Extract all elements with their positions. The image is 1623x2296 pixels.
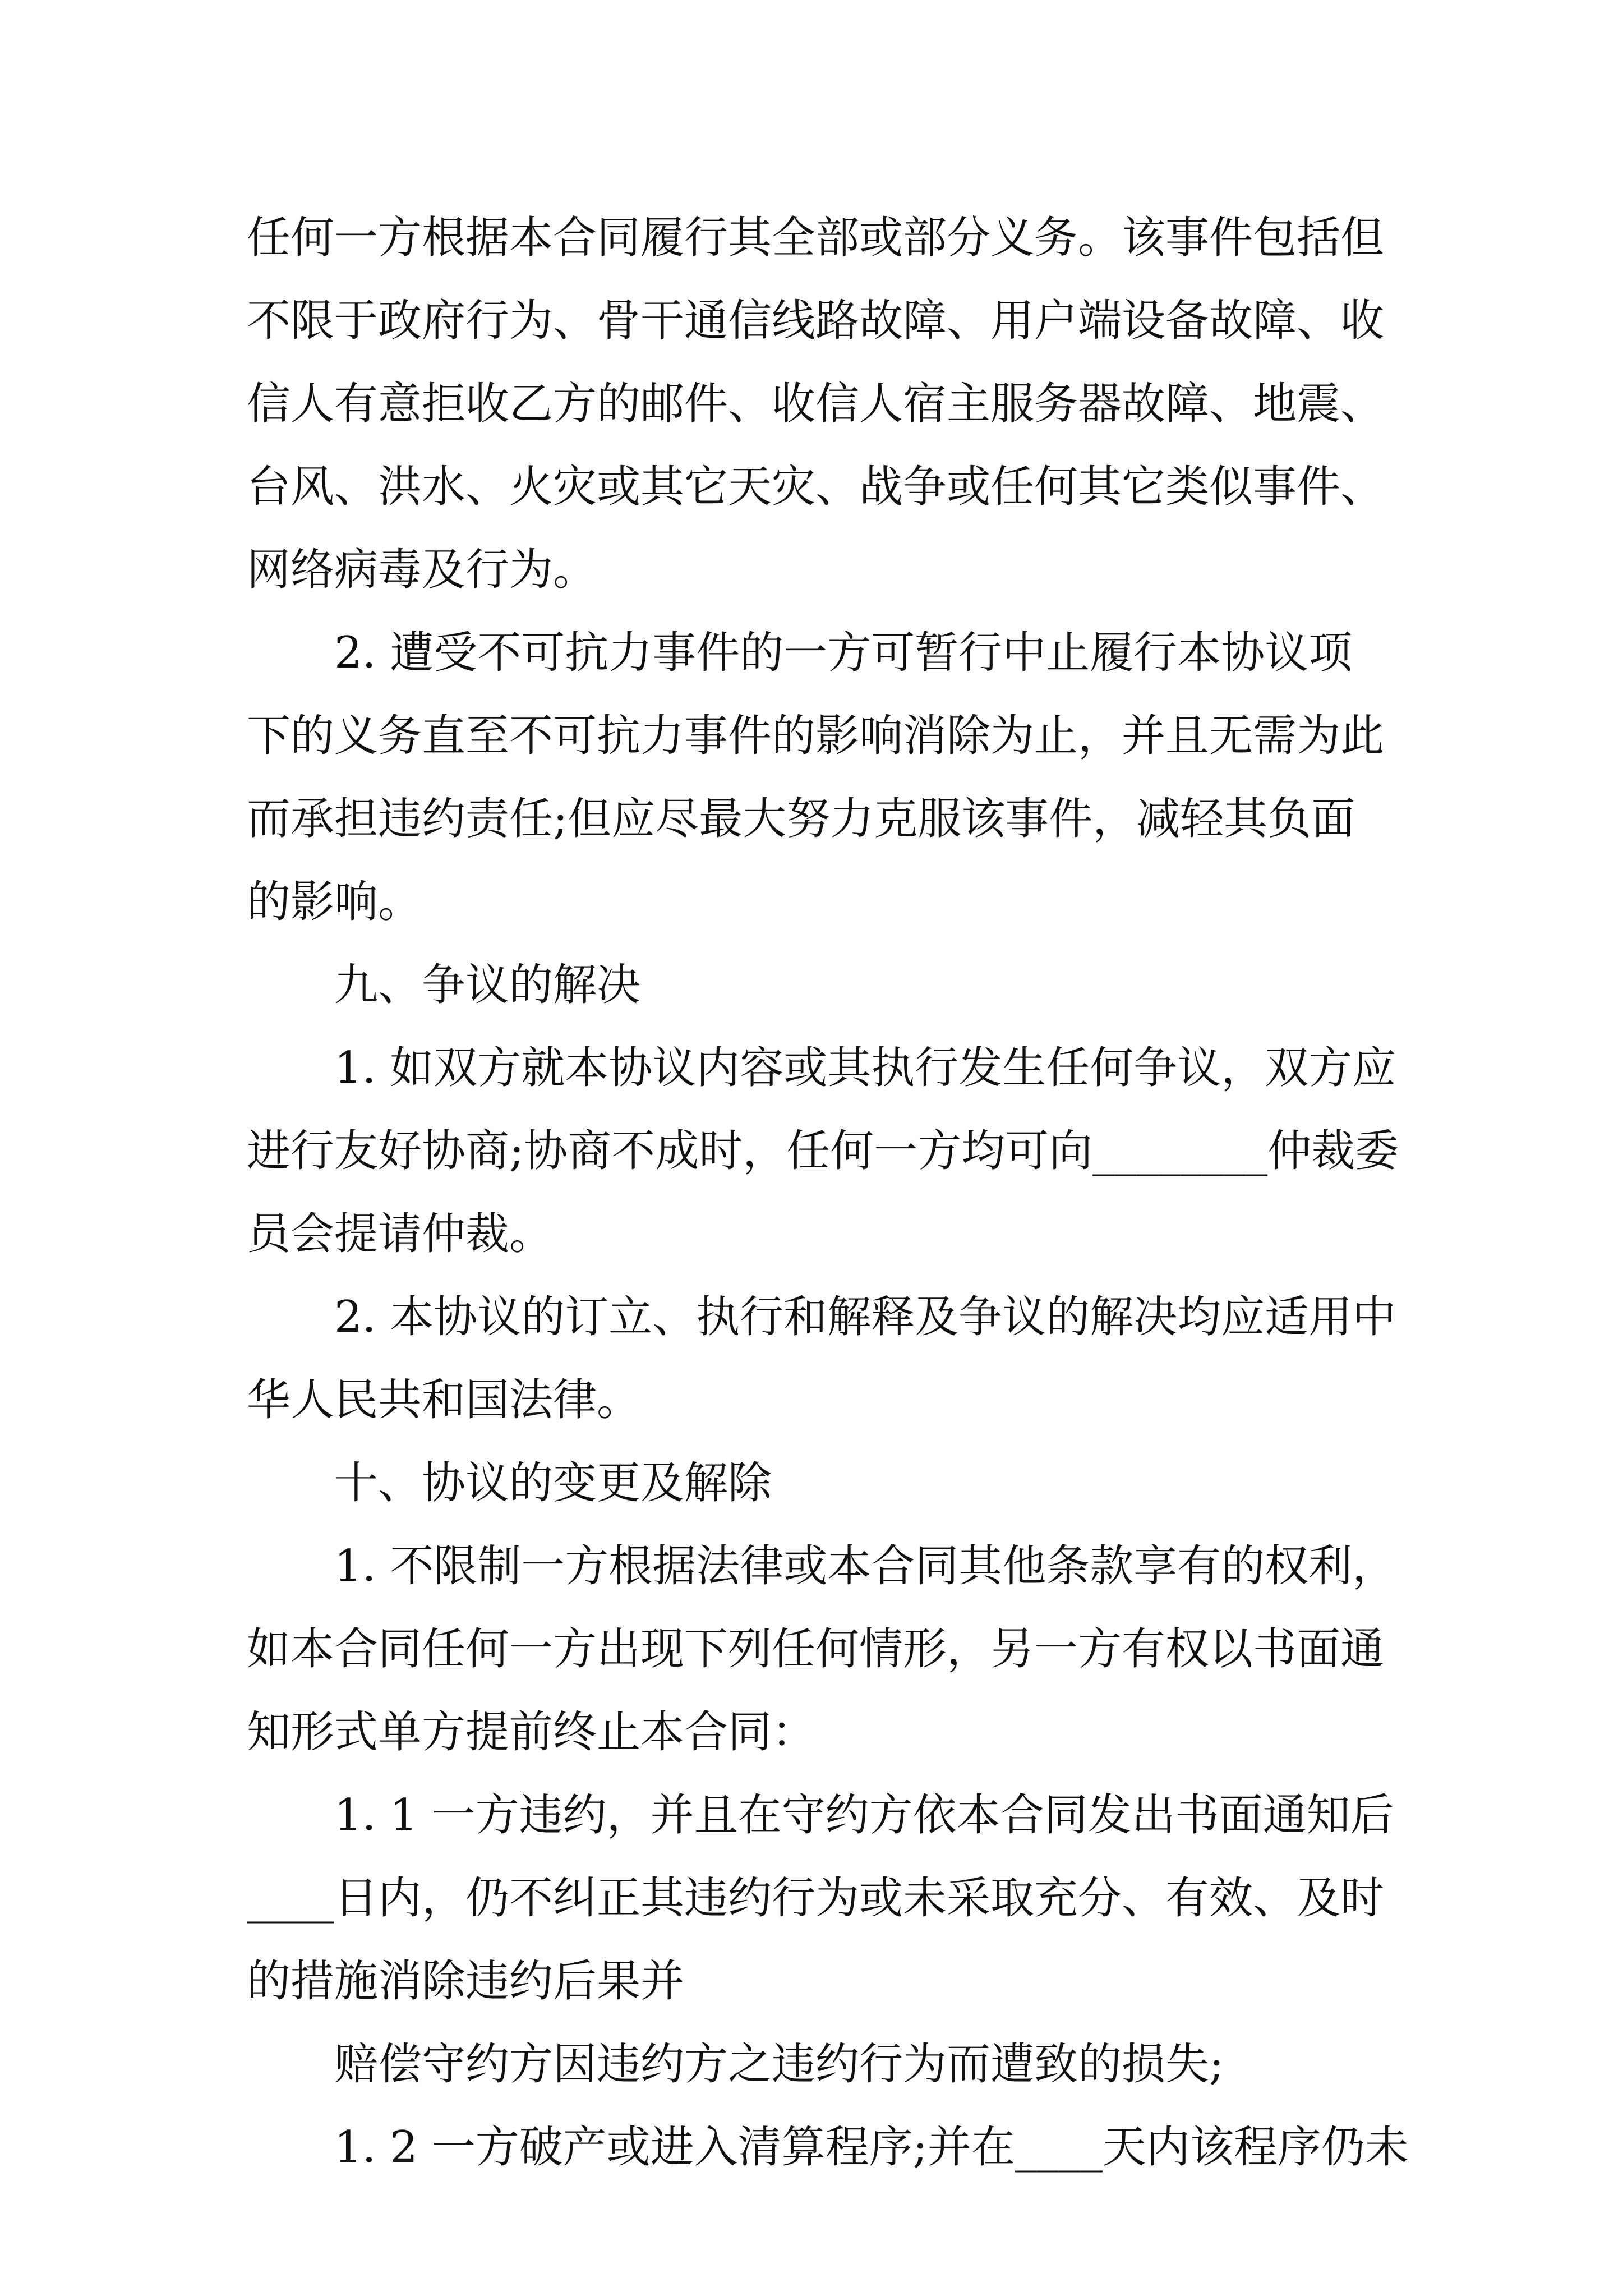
text-line-14: 2. 本协议的订立、执行和解释及争议的解决均应适用中 xyxy=(334,1292,1396,1342)
text-line-24: 1. 2 一方破产或进入清算程序;并在____天内该程序仍未 xyxy=(334,2122,1409,2173)
text-line-5: 网络病毒及行为。 xyxy=(247,545,597,595)
text-line-23: 赔偿守约方因违约方之违约行为而遭致的损失; xyxy=(334,2039,1224,2090)
section-heading-10: 十、协议的变更及解除 xyxy=(334,1458,772,1508)
document-body xyxy=(247,196,1409,2189)
text-line-8: 而承担违约责任;但应尽最大努力克服该事件，减轻其负面 xyxy=(247,794,1355,844)
text-line-11: 1. 如双方就本协议内容或其执行发生任何争议，双方应 xyxy=(334,1043,1396,1093)
text-line-2: 不限于政府行为、骨干通信线路故障、用户端设备故障、收 xyxy=(247,296,1385,346)
text-line-19: 知形式单方提前终止本合同： xyxy=(247,1707,816,1757)
text-line-7: 下的义务直至不可抗力事件的影响消除为止，并且无需为此 xyxy=(247,711,1385,761)
text-line-12: 进行友好协商;协商不成时，任何一方均可向________仲裁委 xyxy=(247,1126,1399,1176)
text-line-9: 的影响。 xyxy=(247,877,422,927)
text-line-17: 1. 不限制一方根据法律或本合同其他条款享有的权利， xyxy=(334,1541,1396,1591)
text-line-1: 任何一方根据本合同履行其全部或部分义务。该事件包括但 xyxy=(247,213,1385,263)
text-line-20: 1. 1 一方违约，并且在守约方依本合同发出书面通知后 xyxy=(334,1790,1394,1841)
text-line-22: 的措施消除违约后果并 xyxy=(247,1956,685,2007)
text-line-13: 员会提请仲裁。 xyxy=(247,1209,554,1259)
text-line-4: 台风、洪水、火灾或其它天灾、战争或任何其它类似事件、 xyxy=(247,462,1385,512)
text-line-21: ____日内，仍不纠正其违约行为或未采取充分、有效、及时 xyxy=(247,1873,1385,1924)
text-line-3: 信人有意拒收乙方的邮件、收信人宿主服务器故障、地震、 xyxy=(247,379,1385,429)
section-heading-9: 九、争议的解决 xyxy=(334,960,641,1010)
text-line-6: 2. 遭受不可抗力事件的一方可暂行中止履行本协议项 xyxy=(334,628,1353,678)
text-line-18: 如本合同任何一方出现下列任何情形，另一方有权以书面通 xyxy=(247,1624,1385,1674)
text-line-15: 华人民共和国法律。 xyxy=(247,1375,641,1425)
